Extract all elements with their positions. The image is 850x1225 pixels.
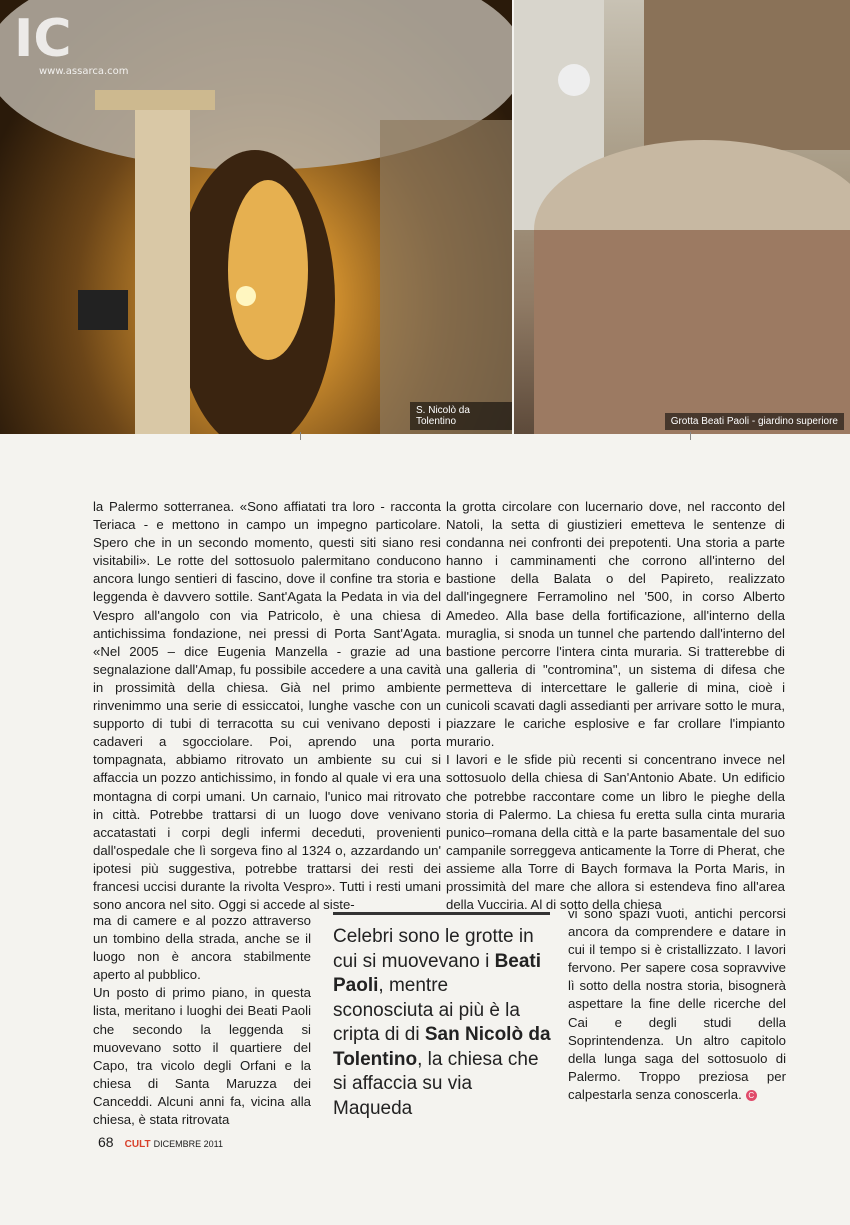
page-number: 68 xyxy=(98,1134,114,1150)
photo-caption-right: Grotta Beati Paoli - giardino superiore xyxy=(665,413,844,430)
crop-mark xyxy=(300,432,301,440)
paragraph xyxy=(568,905,786,1104)
grotto-illustration xyxy=(514,0,850,434)
paragraph: la Palermo sotterranea. «Sono affiatati tra loro - racconta Teriaca - e mettono in campo un impegno particolare. Spero che in un secondo momento, questi siti siano resi visitabili». Le rotte del sottosuolo palermitano conducono ancora lungo sentieri di fascino, dove il confine tra storia e leggenda è davvero sottile. Sant'Agata la Pedata in via del Vespro all'angolo con via Patricolo, è una chiesa di antichissima fondazione, nei pressi di Porta Sant'Agata. «Nel 2005 – dice Eugenia Manzella - grazie ad una segnalazione dall'Amap, fu possibile accedere a una cavità in prossimità della chiesa. Già nel primo ambiente rinvenimmo una serie di essiccatoi, lunghe vasche con un supporto di tubi di terracotta su cui venivano deposti i cadaveri a sgocciolare. Poi, aprendo una porta tompagnata, abbiamo ritrovato un ambiente su cui si affaccia un pozzo antichissimo, in fondo al quale vi era una montagna di corpi umani. Un carnaio, l'unico mai ritrovato in città. Potrebbe trattarsi di un luogo dove venivano accatastati i corpi degli infermi deceduti, provenienti dall'ospedale che lì sorgeva fino al 1324 o, azzardando un' ipotesi più suggestiva, potrebbe trattarsi dei resti dei francesi uccisi durante la rivolta Vespro». Tutti i resti umani sono ancora nel sito. Oggi si accede al siste- xyxy=(93,499,441,913)
end-mark-icon: C xyxy=(746,1090,757,1101)
article-column-2 xyxy=(446,498,785,914)
pullquote-highlight: San Nicolò da Tolentino xyxy=(333,1024,551,1070)
article-column-1-bottom xyxy=(93,912,311,1129)
paragraph: la grotta circolare con lucernario dove, nel racconto del Natoli, la setta di giustizieri emetteva le sentenze di condanna nei confronti dei prepotenti. Una storia a parte hanno i camminamenti che corrono all'interno del bastione della Balata o del Papireto, realizzato dall'ingegnere Ferramolino nel '500, in corso Alberto Amedeo. Alla base della fortificazione, all'interno della muraglia, si snoda un tunnel che partendo dall'interno del bastione percorre l'intera cinta muraria. Si tratterebbe di una galleria di "contromina", un sistema di difesa che permetteva di intercettare le gallerie di mina, cioè i cunicoli scavati dagli assedianti per arrivare sotto le mura, piazzare le cariche esplosive e far crollare l'impianto murario. xyxy=(446,499,785,750)
site-logo xyxy=(14,8,134,78)
pullquote-highlight: Beati Paoli xyxy=(333,950,542,996)
pullquote-rule xyxy=(333,912,550,915)
pullquote-text: , la chiesa che si affaccia su via Maqueda xyxy=(333,1048,539,1119)
pullquote-text: , mentre sconosciuta ai più è la cripta di di xyxy=(333,975,520,1045)
paragraph: ma di camere e al pozzo attraverso un tombino della strada, anche se il luogo non è ancora stabilmente aperto al pubblico. xyxy=(93,913,311,983)
pullquote xyxy=(333,925,551,1121)
page-footer xyxy=(98,1134,223,1150)
pullquote-text: Celebri sono le grotte in cui si muovevano i xyxy=(333,926,534,972)
paragraph-text: vi sono spazi vuoti, antichi percorsi ancora da comprendere e datare in cui il tempo si è cristallizzato. I lavori fervono. Per sapere cosa sopravvive lì sotto della nostra storia, bisognerà aspettare la fine delle ricerche del Cai e degli studi della Soprintendenza. Un altro capitolo della lunga saga del sottosuolo di Palermo. Troppo preziosa per calpestarla senza conoscerla. xyxy=(568,906,786,1102)
tunnel-photo xyxy=(0,0,512,434)
magazine-brand: CULT xyxy=(124,1139,151,1150)
paragraph: I lavori e le sfide più recenti si concentrano invece nel sottosuolo della chiesa di San'Antonio Abate. Un edificio che potrebbe raccontare come un libro le pieghe della storia di Palermo. La chiesa fu eretta sulla cinta muraria punico–romana della città e la parte basamentale del suo campanile sorreggeva anticamente la Torre di Pherat, che assieme alla Torre di Baych formava la Porta Maris, in prossimità del mare che allora si estendeva fino all'area della Vucciria. Al di sotto della chiesa xyxy=(446,752,785,913)
article-column-1 xyxy=(93,498,441,914)
grotto-photo xyxy=(514,0,850,434)
photo-caption-left: S. Nicolò da Tolentino xyxy=(410,402,512,430)
svg-text:www.assarca.com: www.assarca.com xyxy=(39,66,129,77)
svg-text:IC: IC xyxy=(14,9,72,69)
article-column-2-bottom xyxy=(568,905,786,1104)
paragraph: Un posto di primo piano, in questa lista, meritano i luoghi dei Beati Paoli che secondo la leggenda si muovevano sotto il quartiere del Capo, tra vicolo degli Orfani e la chiesa di Santa Maruzza dei Canceddi. Alcuni anni fa, vicina alla chiesa, è stata ritrovata xyxy=(93,985,311,1128)
crop-mark xyxy=(690,432,691,440)
issue-date: DICEMBRE 2011 xyxy=(153,1139,223,1149)
